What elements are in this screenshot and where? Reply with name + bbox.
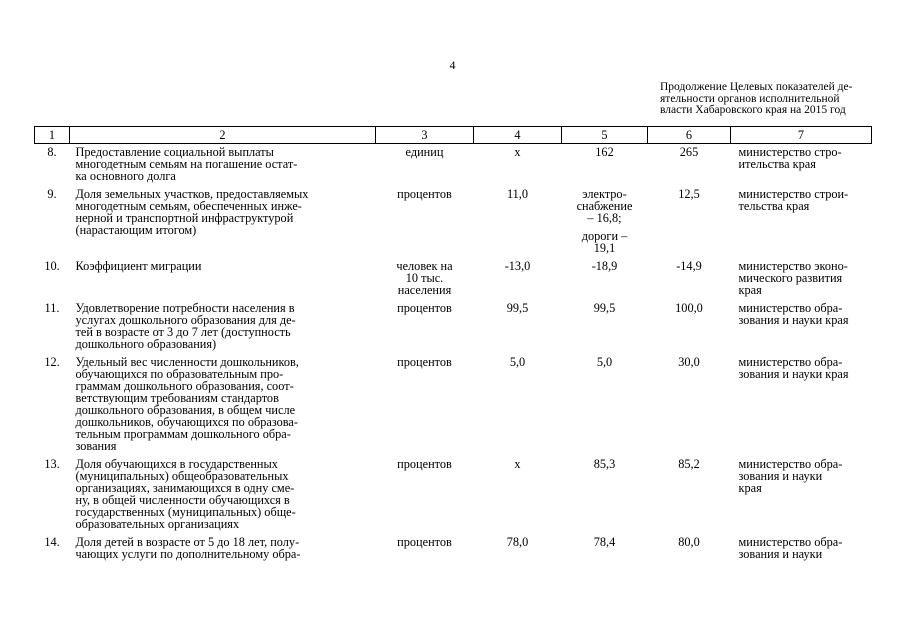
text-line: министерство эконо-: [738, 259, 848, 273]
value-col4-cell: [474, 144, 562, 187]
text-line: тей в возрасте от 3 до 7 лет (доступность: [75, 325, 291, 339]
text-line: многодетным семьям на погашение остат-: [75, 157, 298, 171]
text-line: -18,9: [591, 259, 618, 273]
text-line: 85,2: [678, 457, 700, 471]
text-line: дошкольного образования, в общем числе: [75, 403, 296, 417]
value-col5-cell: [562, 300, 648, 354]
text-line: зования и науки: [738, 547, 823, 561]
text-line: ительства края: [738, 157, 816, 171]
value-col6-cell: [648, 354, 731, 456]
header-cell: 6: [648, 127, 731, 144]
table-row: [35, 144, 872, 187]
text-line: министерство обра-: [738, 457, 843, 471]
continuation-line: Продолжение Целевых показателей де-: [660, 81, 853, 93]
text-line: единиц: [405, 145, 444, 159]
text-line: обучающихся по образовательным про-: [75, 367, 284, 381]
text-line: тельным программам дошкольного обра-: [75, 427, 291, 441]
text-line: 78,0: [506, 535, 529, 549]
value-col5-cell: [562, 258, 648, 300]
row-number-cell: 9.: [47, 187, 57, 201]
text-line: 100,0: [675, 301, 703, 315]
text-line: 10 тыс.: [405, 271, 444, 285]
text-line: Предоставление социальной выплаты: [75, 145, 274, 159]
value-col4-cell: [474, 534, 562, 564]
text-line: ветствующим требованиям стандартов: [75, 391, 279, 405]
value-col4-cell: [474, 186, 562, 258]
value-col5-cell: [562, 534, 648, 564]
header-cell: 5: [562, 127, 648, 144]
text-line: зования и науки края: [738, 313, 849, 327]
continuation-line: ятельности органов исполнительной: [660, 92, 840, 105]
text-line: (нарастающим итогом): [75, 223, 197, 237]
text-line: зования и науки: [738, 469, 823, 483]
text-line: х: [514, 145, 521, 159]
text-line: министерство обра-: [738, 355, 843, 369]
table-body: [35, 144, 872, 565]
text-line: процентов: [397, 355, 452, 369]
text-line: -14,9: [676, 259, 702, 273]
row-number-cell: 12.: [44, 355, 60, 369]
value-col6-cell: [648, 534, 731, 564]
unit-cell: [376, 534, 474, 564]
continuation-line: власти Хабаровского края на 2015 год: [660, 104, 846, 116]
unit-cell: [376, 186, 474, 258]
text-line: ка основного долга: [75, 169, 176, 183]
row-number-cell: 8.: [47, 145, 57, 159]
text-line: дороги –: [581, 229, 628, 243]
responsible-org-cell: [731, 300, 872, 354]
value-col5-cell: [562, 456, 648, 534]
text-line: человек на: [396, 259, 453, 273]
text-line: организациях, занимающихся в одну сме-: [75, 481, 295, 495]
header-cell: 4: [474, 127, 562, 144]
value-col6-cell: [648, 258, 731, 300]
text-line: образовательных организациях: [75, 517, 240, 531]
value-col6-cell: [648, 186, 731, 258]
text-line: 99,5: [593, 301, 616, 315]
text-line: края: [738, 481, 762, 495]
text-line: края: [738, 283, 762, 297]
text-line: 85,3: [593, 457, 616, 471]
value-col4-cell: [474, 258, 562, 300]
text-line: процентов: [397, 187, 452, 201]
row-number-cell: 13.: [44, 457, 60, 471]
text-line: 265: [679, 145, 699, 159]
text-line: Доля обучающихся в государственных: [75, 457, 278, 471]
table-row: [35, 258, 872, 300]
text-line: 12,5: [678, 187, 700, 201]
text-line: министерство стро-: [738, 145, 842, 159]
text-line: 99,5: [506, 301, 529, 315]
value-col5-cell: [562, 186, 648, 258]
unit-cell: [376, 144, 474, 187]
table-row: [35, 300, 872, 354]
row-number-cell: 10.: [44, 259, 60, 273]
indicators-table: [34, 126, 872, 564]
indicator-name-cell: [70, 258, 376, 300]
indicator-name-cell: [70, 300, 376, 354]
text-line: граммам дошкольного образования, соот-: [75, 379, 294, 393]
text-line: процентов: [397, 301, 452, 315]
text-line: Удовлетворение потребности населения в: [75, 301, 295, 315]
text-line: министерство обра-: [738, 301, 843, 315]
responsible-org-cell: [731, 186, 872, 258]
responsible-org-cell: [731, 534, 872, 564]
text-line: снабжение: [576, 199, 633, 213]
value-col5-cell: [562, 144, 648, 187]
page-number: 4: [449, 58, 456, 72]
indicator-name-cell: [70, 186, 376, 258]
text-line: нерной и транспортной инфраструктурой: [75, 211, 294, 225]
responsible-org-cell: [731, 354, 872, 456]
responsible-org-cell: [731, 258, 872, 300]
table-row: [35, 354, 872, 456]
text-line: Доля детей в возрасте от 5 до 18 лет, полу-: [75, 535, 300, 549]
header-cell: 2: [70, 127, 376, 144]
value-col6-cell: [648, 144, 731, 187]
text-line: мического развития: [738, 271, 843, 285]
text-line: министерство обра-: [738, 535, 843, 549]
indicator-name-cell: [70, 354, 376, 456]
text-line: 162: [595, 145, 614, 159]
text-line: электро-: [582, 187, 627, 201]
text-line: ну, в общей численности обучающихся в: [75, 493, 290, 507]
text-line: чающих услуги по дополнительному обра-: [75, 547, 301, 561]
unit-cell: [376, 354, 474, 456]
table-row: [35, 534, 872, 564]
text-line: дошкольного образования): [75, 337, 217, 351]
row-number-cell: 14.: [44, 535, 60, 549]
row-number-cell: 11.: [44, 301, 60, 315]
text-line: зования и науки края: [738, 367, 849, 381]
header-cell: 1: [35, 127, 70, 144]
text-line: 11,0: [506, 187, 529, 201]
text-line: услугах дошкольного образования для де-: [75, 313, 296, 327]
indicator-name-cell: [70, 456, 376, 534]
text-line: Доля земельных участков, предоставляемых: [75, 187, 309, 201]
text-line: процентов: [397, 457, 452, 471]
text-line: зования: [75, 439, 117, 453]
value-col4-cell: [474, 456, 562, 534]
value-col5-cell: [562, 354, 648, 456]
unit-cell: [376, 456, 474, 534]
text-line: 30,0: [678, 355, 700, 369]
unit-cell: [376, 258, 474, 300]
text-line: -13,0: [504, 259, 531, 273]
indicator-name-cell: [70, 534, 376, 564]
continuation-title: [660, 82, 870, 117]
text-line: процентов: [397, 535, 452, 549]
unit-cell: [376, 300, 474, 354]
text-line: х: [514, 457, 521, 471]
responsible-org-cell: [731, 456, 872, 534]
text-line: населения: [397, 283, 452, 297]
text-line: дошкольников, обучающихся по образова-: [75, 415, 298, 429]
value-col6-cell: [648, 300, 731, 354]
text-line: – 16,8;: [587, 211, 622, 225]
text-line: (муниципальных) общеобразовательных: [75, 469, 289, 483]
text-line: министерство строи-: [738, 187, 849, 201]
text-line: 78,4: [593, 535, 616, 549]
text-line: 5,0: [596, 355, 613, 369]
text-line: Коэффициент миграции: [75, 259, 202, 273]
text-line: 80,0: [678, 535, 700, 549]
table-row: [35, 186, 872, 258]
value-col4-cell: [474, 300, 562, 354]
value-col6-cell: [648, 456, 731, 534]
header-cell: 7: [731, 127, 872, 144]
text-line: 19,1: [593, 241, 616, 255]
text-line: 5,0: [509, 355, 526, 369]
text-line: Удельный вес численности дошкольников,: [75, 355, 299, 369]
header-cell: 3: [376, 127, 474, 144]
text-line: государственных (муниципальных) обще-: [75, 505, 296, 519]
indicator-name-cell: [70, 144, 376, 187]
header-row: [35, 127, 872, 144]
text-line: многодетным семьям, обеспеченных инже-: [75, 199, 302, 213]
table-row: [35, 456, 872, 534]
text-line: тельства края: [738, 199, 810, 213]
responsible-org-cell: [731, 144, 872, 187]
value-col4-cell: [474, 354, 562, 456]
